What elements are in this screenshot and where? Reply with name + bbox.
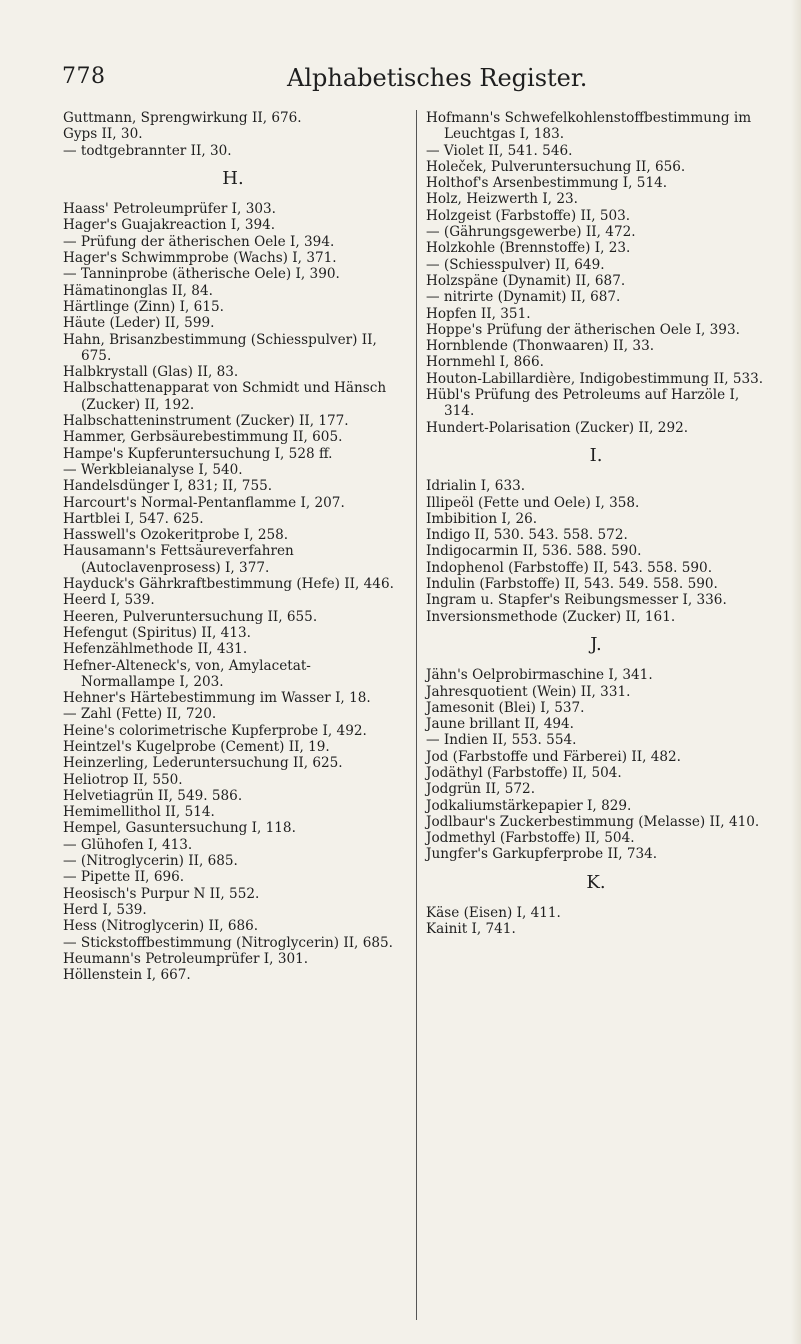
- index-entry: Hehner's Härtebestimmung im Wasser I, 18.: [63, 690, 371, 707]
- section-letter: K.: [586, 871, 606, 893]
- index-entry: — Pipette II, 696.: [63, 869, 185, 886]
- index-entry: Jodgrün II, 572.: [426, 781, 536, 798]
- index-entry: Hausamann's Fettsäureverfahren (Autoclavenprosess) I, 377.: [63, 543, 294, 576]
- index-entry: Inversionsmethode (Zucker) II, 161.: [426, 608, 676, 625]
- index-entry: Indophenol (Farbstoffe) II, 543. 558. 590.: [426, 559, 713, 576]
- index-entry: Holz, Heizwerth I, 23.: [426, 191, 578, 208]
- index-entry: Jamesonit (Blei) I, 537.: [426, 699, 585, 716]
- index-entry: — Tanninprobe (ätherische Oele) I, 390.: [63, 266, 340, 283]
- left-column: [63, 110, 403, 983]
- section-letter: H.: [222, 167, 244, 189]
- index-entry: Gyps II, 30.: [63, 126, 143, 143]
- section-letter: I.: [589, 444, 603, 466]
- index-entry: Herd I, 539.: [63, 901, 147, 918]
- index-entry: Haass' Petroleumprüfer I, 303.: [63, 201, 276, 218]
- index-entry: Holzspäne (Dynamit) II, 687.: [426, 272, 626, 289]
- index-entry: Hammer, Gerbsäurebestimmung II, 605.: [63, 429, 343, 446]
- index-entry: Hefengut (Spiritus) II, 413.: [63, 624, 251, 641]
- index-entry: Hasswell's Ozokeritprobe I, 258.: [63, 527, 289, 544]
- index-entry: Hofmann's Schwefelkohlenstoffbestimmung im Leuchtgas I, 183.: [426, 110, 752, 143]
- index-entry: Hemimellithol II, 514.: [63, 804, 215, 821]
- index-entry: Hopfen II, 351.: [426, 305, 531, 322]
- index-entry: — Stickstoffbestimmung (Nitroglycerin) II, 685.: [63, 934, 393, 951]
- index-entry: Halbschattenapparat von Schmidt und Hänsch (Zucker) II, 192.: [63, 380, 387, 413]
- index-entry: Hornblende (Thonwaaren) II, 33.: [426, 338, 655, 355]
- index-entry: Hayduck's Gährkraftbestimmung (Hefe) II, 446.: [63, 576, 394, 593]
- index-entry: Harcourt's Normal-Pentanflamme I, 207.: [63, 494, 345, 511]
- index-entry: Jodäthyl (Farbstoffe) II, 504.: [426, 764, 622, 781]
- index-entry: Jodlbaur's Zuckerbestimmung (Melasse) II, 410.: [426, 813, 760, 830]
- index-entry: Hefner-Alteneck's, von, Amylacetat-Normallampe I, 203.: [63, 657, 311, 690]
- index-entry: Jodkaliumstärkepapier I, 829.: [426, 797, 632, 814]
- index-entry: Ingram u. Stapfer's Reibungsmesser I, 336.: [426, 592, 727, 609]
- index-entry: — (Schiesspulver) II, 649.: [426, 256, 605, 273]
- column-divider: [416, 110, 417, 1320]
- index-entry: Jaune brillant II, 494.: [426, 716, 574, 733]
- index-entry: Heumann's Petroleumprüfer I, 301.: [63, 950, 309, 967]
- index-entry: Imbibition I, 26.: [426, 510, 538, 527]
- index-entry: Heine's colorimetrische Kupferprobe I, 492.: [63, 722, 367, 739]
- index-entry: — (Nitroglycerin) II, 685.: [63, 853, 238, 870]
- index-entry: Houton-Labillardière, Indigobestimmung II, 533.: [426, 370, 764, 387]
- index-entry: Holzkohle (Brennstoffe) I, 23.: [426, 240, 631, 257]
- index-entry: Indulin (Farbstoffe) II, 543. 549. 558. 590.: [426, 576, 718, 593]
- index-entry: Halbkrystall (Glas) II, 83.: [63, 364, 239, 381]
- page-number: 778: [62, 64, 106, 89]
- right-column: [426, 110, 766, 938]
- index-entry: — (Gährungsgewerbe) II, 472.: [426, 224, 636, 241]
- index-entry: Hampe's Kupferuntersuchung I, 528 ff.: [63, 445, 333, 462]
- index-entry: Jähn's Oelprobirmaschine I, 341.: [426, 667, 653, 684]
- index-entry: — Prüfung der ätherischen Oele I, 394.: [63, 233, 335, 250]
- index-entry: Helvetiagrün II, 549. 586.: [63, 787, 243, 804]
- running-title: Alphabetisches Register.: [287, 64, 588, 92]
- index-entry: Jungfer's Garkupferprobe II, 734.: [426, 846, 658, 863]
- index-entry: Holzgeist (Farbstoffe) II, 503.: [426, 207, 631, 224]
- index-entry: Höllenstein I, 667.: [63, 967, 191, 984]
- index-entry: Hager's Schwimmprobe (Wachs) I, 371.: [63, 250, 337, 267]
- index-entry: Jod (Farbstoffe und Färberei) II, 482.: [426, 748, 681, 765]
- index-entry: Hahn, Brisanzbestimmung (Schiesspulver) II, 675.: [63, 331, 377, 364]
- index-entry: Häute (Leder) II, 599.: [63, 315, 215, 332]
- index-entry: Handelsdünger I, 831; II, 755.: [63, 478, 273, 495]
- index-entry: Heliotrop II, 550.: [63, 771, 183, 788]
- index-entry: Hager's Guajakreaction I, 394.: [63, 217, 276, 234]
- index-entry: Indigocarmin II, 536. 588. 590.: [426, 543, 642, 560]
- page-header: [62, 64, 762, 98]
- index-entry: Hartblei I, 547. 625.: [63, 510, 204, 527]
- section-letter: J.: [590, 633, 602, 655]
- index-entry: Heeren, Pulveruntersuchung II, 655.: [63, 608, 318, 625]
- index-entry: Heosisch's Purpur N II, 552.: [63, 885, 260, 902]
- index-entry: Indigo II, 530. 543. 558. 572.: [426, 527, 628, 544]
- index-entry: Guttmann, Sprengwirkung II, 676.: [63, 110, 302, 126]
- index-entry: Kainit I, 741.: [426, 921, 516, 938]
- index-entry: Idrialin I, 633.: [426, 478, 526, 495]
- index-entry: Illipeöl (Fette und Oele) I, 358.: [426, 494, 640, 511]
- index-entry: Hess (Nitroglycerin) II, 686.: [63, 918, 259, 935]
- page-edge: [791, 0, 801, 1344]
- index-entry: Hefenzählmethode II, 431.: [63, 641, 248, 658]
- index-entry: Hoppe's Prüfung der ätherischen Oele I, 393.: [426, 321, 740, 338]
- index-entry: Jodmethyl (Farbstoffe) II, 504.: [426, 830, 635, 847]
- index-entry: Heerd I, 539.: [63, 592, 155, 609]
- index-entry: Jahresquotient (Wein) II, 331.: [426, 683, 631, 700]
- index-entry: — Glühofen I, 413.: [63, 836, 193, 853]
- index-entry: Holthof's Arsenbestimmung I, 514.: [426, 175, 668, 192]
- index-entry: Hornmehl I, 866.: [426, 354, 544, 371]
- index-entry: Holeček, Pulveruntersuchung II, 656.: [426, 158, 686, 175]
- index-entry: Härtlinge (Zinn) I, 615.: [63, 298, 224, 315]
- index-entry: Hempel, Gasuntersuchung I, 118.: [63, 820, 296, 837]
- index-entry: Hundert-Polarisation (Zucker) II, 292.: [426, 419, 689, 436]
- index-entry: Halbschatteninstrument (Zucker) II, 177.: [63, 413, 349, 430]
- index-entry: — Violet II, 541. 546.: [426, 142, 573, 159]
- index-entry: Hämatinonglas II, 84.: [63, 282, 213, 299]
- index-entry: — Werkbleianalyse I, 540.: [63, 461, 243, 478]
- index-entry: — Indien II, 553. 554.: [426, 732, 577, 749]
- index-entry: — Zahl (Fette) II, 720.: [63, 706, 217, 723]
- index-entry: Hübl's Prüfung des Petroleums auf Harzöle I, 314.: [426, 387, 740, 420]
- index-entry: Heintzel's Kugelprobe (Cement) II, 19.: [63, 738, 330, 755]
- index-entry: — todtgebrannter II, 30.: [63, 142, 232, 159]
- index-entry: Käse (Eisen) I, 411.: [426, 905, 561, 922]
- index-entry: Heinzerling, Lederuntersuchung II, 625.: [63, 755, 343, 772]
- index-entry: — nitrirte (Dynamit) II, 687.: [426, 289, 621, 306]
